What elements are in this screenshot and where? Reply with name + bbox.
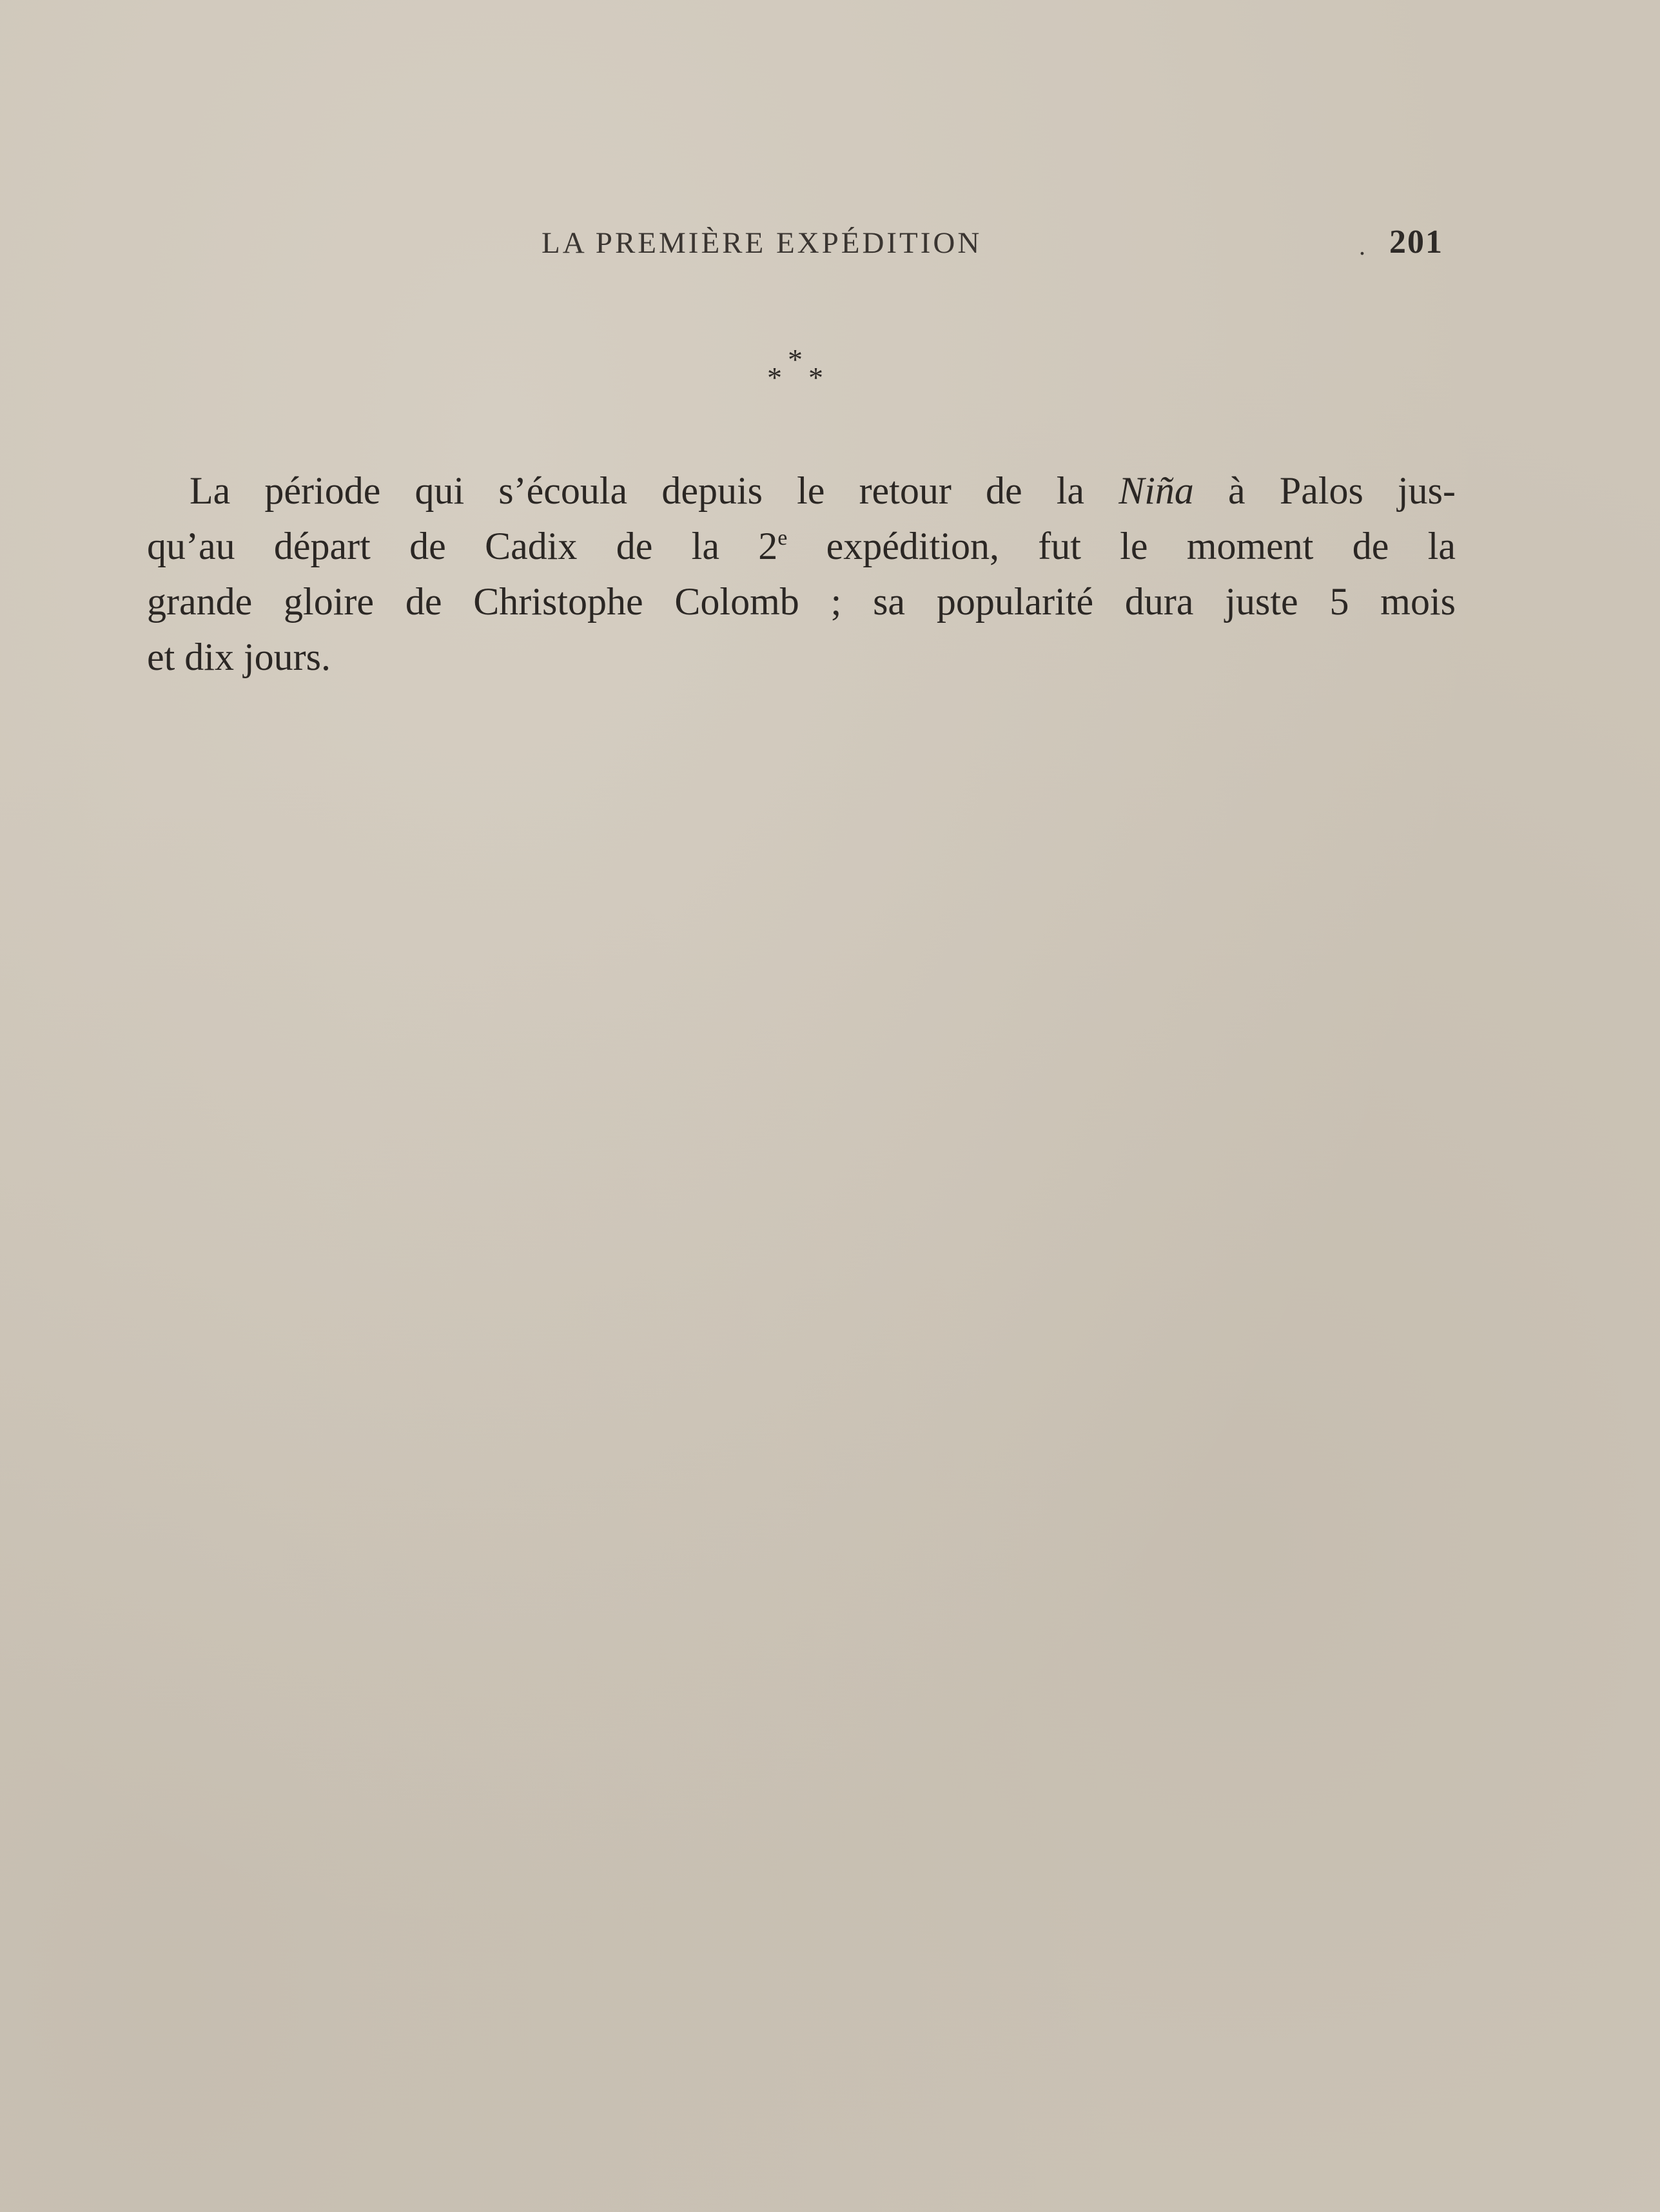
paragraph-line-1 — [147, 463, 1456, 518]
asterism-star: * — [788, 343, 803, 376]
paragraph-line-2 — [147, 518, 1456, 574]
text-run: à Palos jus- — [1193, 469, 1456, 512]
asterism-star: * — [808, 361, 823, 394]
asterism-star: * — [767, 361, 782, 394]
asterism-ornament — [767, 345, 832, 396]
paragraph-line-3: grande gloire de Christophe Colomb ; sa popularité dura juste 5 mois — [147, 580, 1456, 623]
ship-name-italic: Niña — [1118, 469, 1194, 512]
text-run: qu’au départ de Cadix de la 2 — [147, 525, 778, 567]
text-run: expédition, fut le moment de la — [787, 525, 1456, 567]
running-head — [0, 226, 1660, 264]
paragraph-line-4: et dix jours. — [147, 636, 331, 678]
text-run: La période qui s’écoula depuis le retour de la — [190, 469, 1119, 512]
ordinal-superscript: e — [777, 526, 788, 550]
running-title: LA PREMIÈRE EXPÉDITION — [542, 226, 982, 260]
page-number: 201 — [1389, 224, 1443, 260]
page-number-dot: . — [1359, 231, 1365, 260]
body-paragraph — [147, 463, 1456, 685]
